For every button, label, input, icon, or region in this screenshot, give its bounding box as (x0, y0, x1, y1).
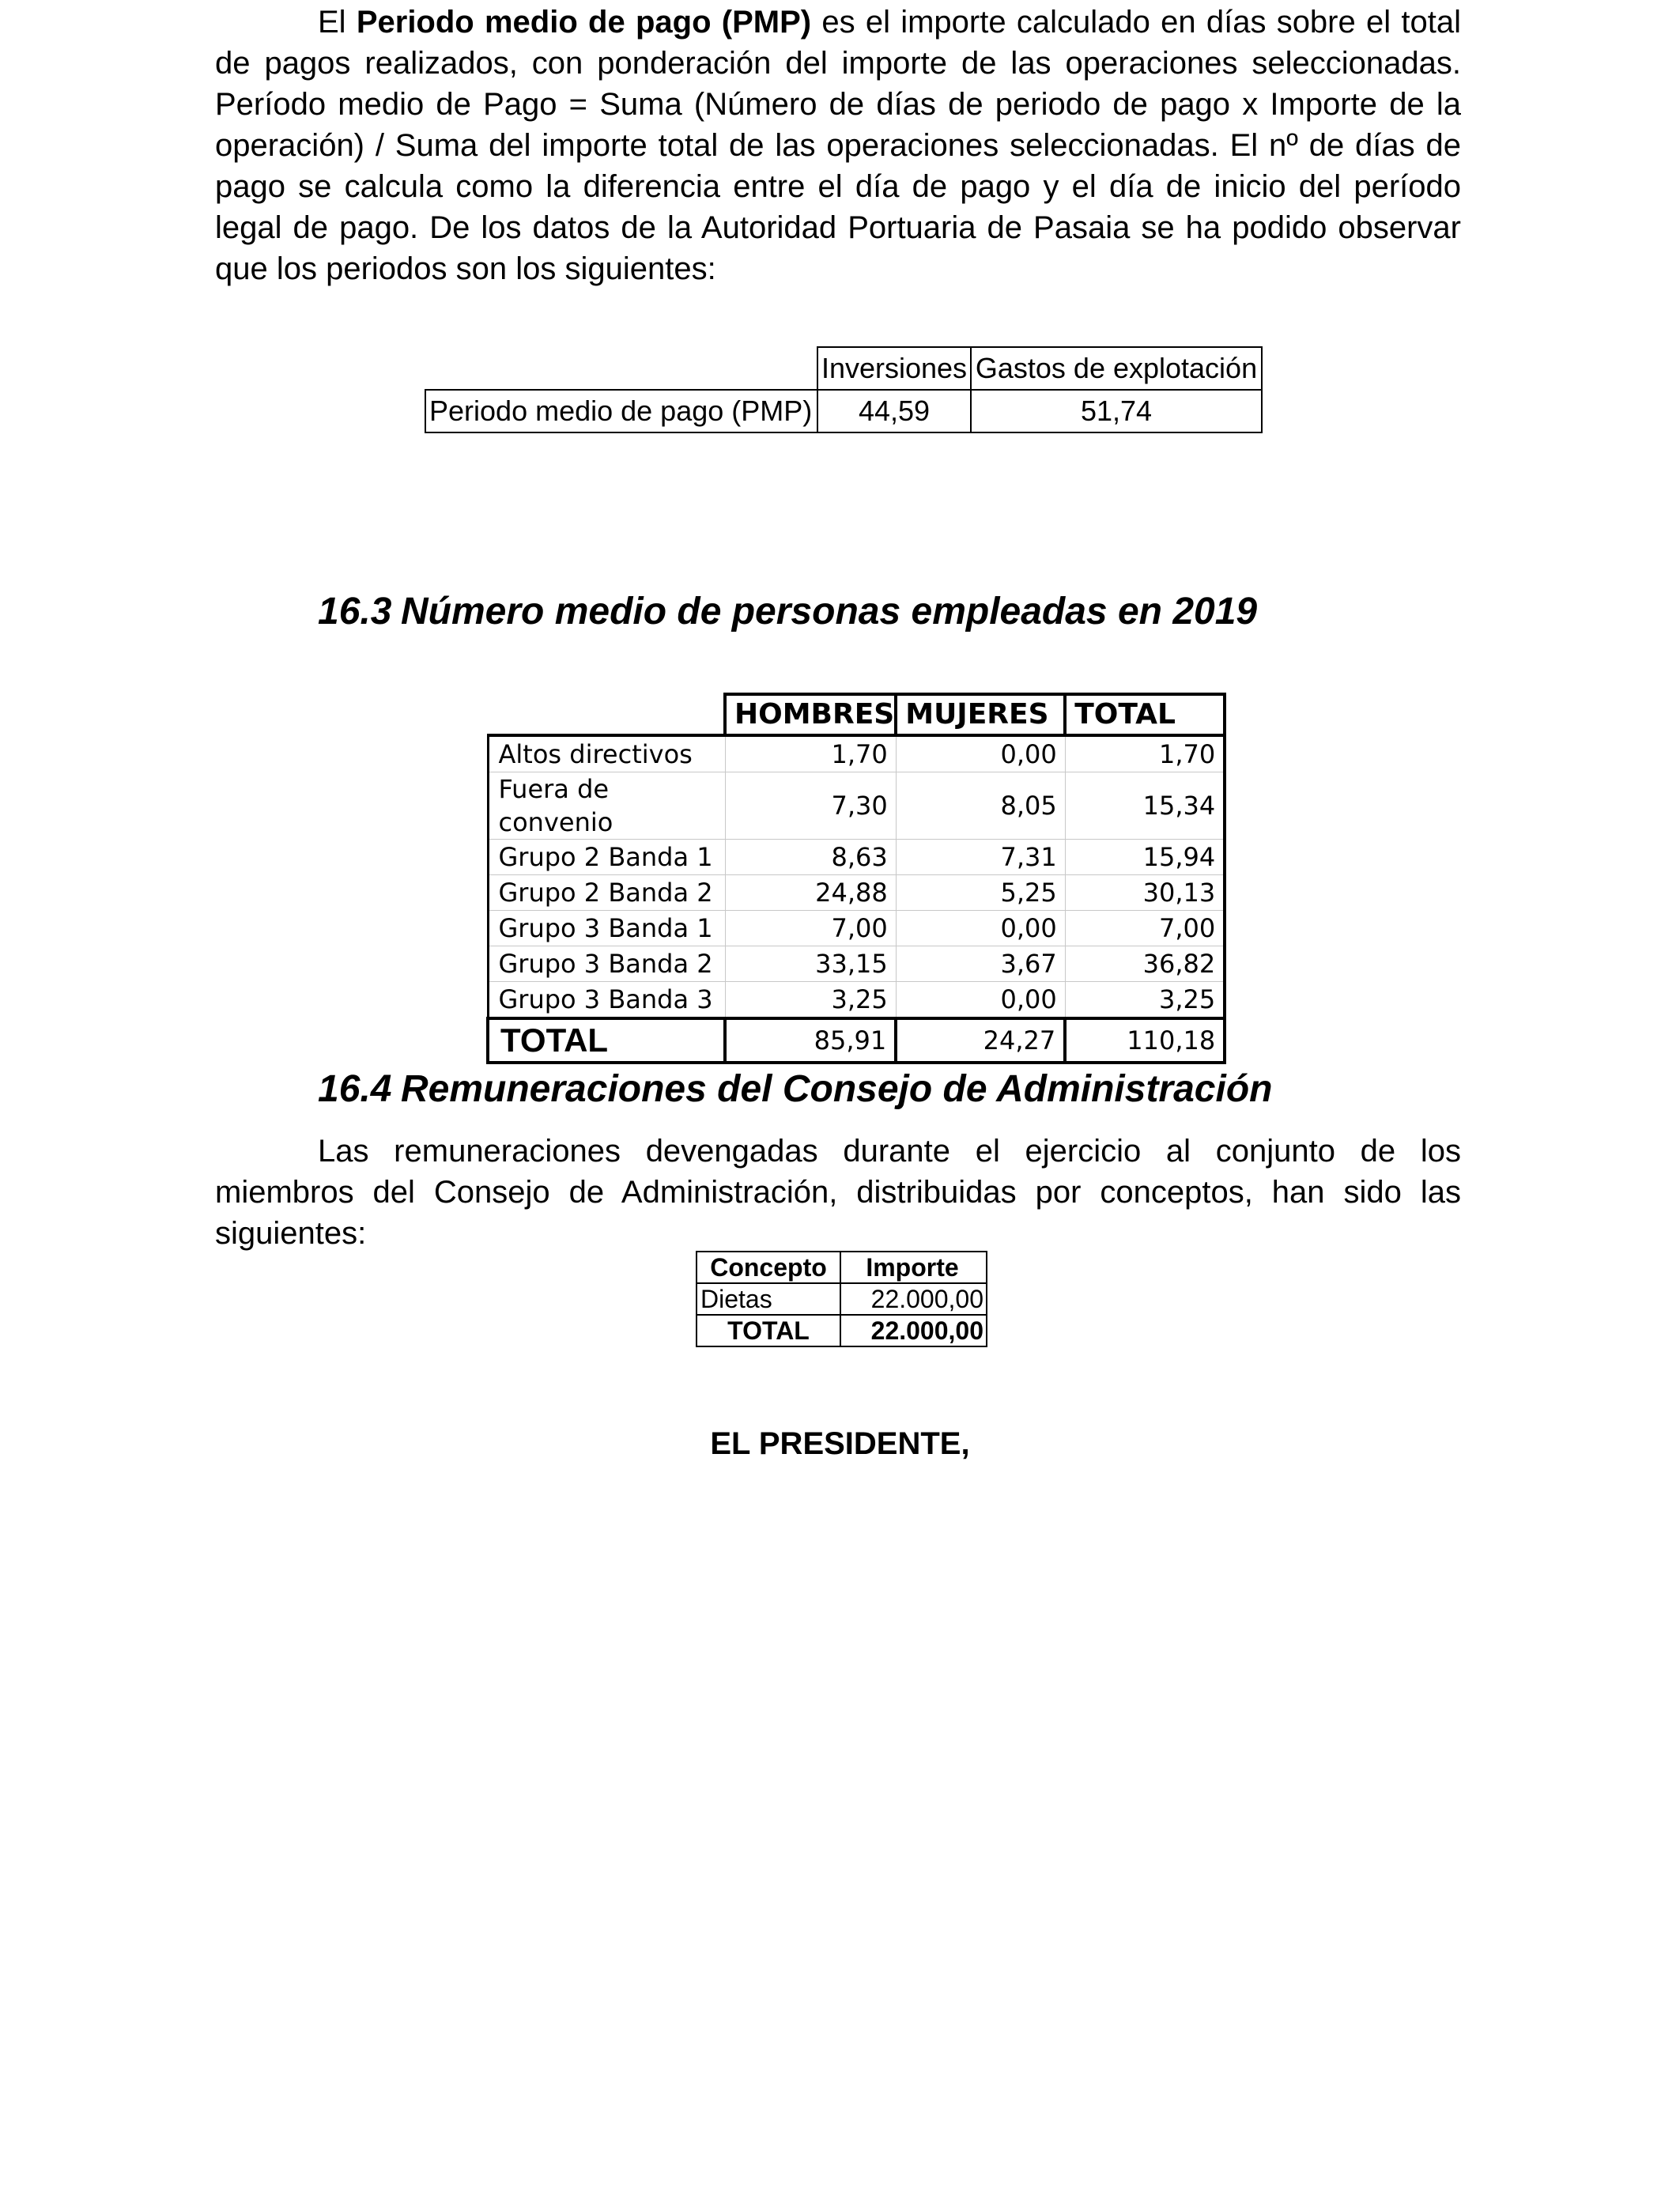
row-label: Altos directivos (488, 735, 725, 772)
total-total: 110,18 (1065, 1018, 1225, 1063)
cell-total: 3,25 (1065, 982, 1225, 1019)
rem-header-importe: Importe (840, 1252, 987, 1283)
total-label: TOTAL (488, 1018, 725, 1063)
total-hombres: 85,91 (725, 1018, 896, 1063)
staff-total-row (488, 1018, 1225, 1063)
section-number: 16.3 (318, 591, 392, 633)
table-row (488, 946, 1225, 982)
cell-mujeres: 0,00 (896, 982, 1065, 1019)
cell-hombres: 7,00 (725, 911, 896, 946)
cell-mujeres: 0,00 (896, 911, 1065, 946)
rem-importe: 22.000,00 (840, 1283, 987, 1315)
remuneration-paragraph (215, 1131, 1461, 1254)
cell-hombres: 33,15 (725, 946, 896, 982)
pmp-value-inversiones: 44,59 (817, 390, 971, 432)
cell-total: 15,94 (1065, 840, 1225, 875)
section-16-3-heading (318, 588, 1257, 636)
rem-total-row (697, 1315, 987, 1346)
rem-header-concepto: Concepto (697, 1252, 840, 1283)
cell-hombres: 7,30 (725, 772, 896, 840)
table-row (488, 875, 1225, 911)
pmp-header-row (425, 347, 1262, 390)
signature-line: EL PRESIDENTE, (710, 1426, 970, 1461)
row-label: Grupo 3 Banda 3 (488, 982, 725, 1019)
row-label: Grupo 2 Banda 1 (488, 840, 725, 875)
row-label: Grupo 2 Banda 2 (488, 875, 725, 911)
section-number: 16.4 (318, 1068, 392, 1110)
pmp-row-label: Periodo medio de pago (PMP) (425, 390, 817, 432)
remuneration-text: Las remuneraciones devengadas durante el ejercicio al conjunto de los miembros del Consejo de Administración, distribuidas por conceptos, han sido las siguientes: (215, 1134, 1461, 1251)
staff-header-row (488, 694, 1225, 735)
section-16-4-heading (318, 1066, 1272, 1113)
row-label: Fuera de convenio (488, 772, 725, 840)
rem-concepto: Dietas (697, 1283, 840, 1315)
cell-total: 36,82 (1065, 946, 1225, 982)
pmp-header-inversiones: Inversiones (817, 347, 971, 390)
staff-table (486, 693, 1226, 1064)
rem-header-row (697, 1252, 987, 1283)
intro-bold-term: Periodo medio de pago (PMP) (356, 5, 812, 40)
staff-header-total: TOTAL (1065, 694, 1225, 735)
cell-mujeres: 3,67 (896, 946, 1065, 982)
table-row (488, 772, 1225, 840)
staff-header-hombres: HOMBRES (725, 694, 896, 735)
staff-header-mujeres: MUJERES (896, 694, 1065, 735)
section-title: Remuneraciones del Consejo de Administración (401, 1068, 1273, 1110)
cell-mujeres: 7,31 (896, 840, 1065, 875)
rem-total-label: TOTAL (697, 1315, 840, 1346)
pmp-data-row (425, 390, 1262, 432)
rem-total-importe: 22.000,00 (840, 1315, 987, 1346)
cell-hombres: 1,70 (725, 735, 896, 772)
section-title: Número medio de personas empleadas en 2019 (401, 591, 1258, 633)
cell-total: 1,70 (1065, 735, 1225, 772)
table-row (488, 911, 1225, 946)
cell-mujeres: 8,05 (896, 772, 1065, 840)
table-row (488, 840, 1225, 875)
row-label: Grupo 3 Banda 1 (488, 911, 725, 946)
cell-hombres: 24,88 (725, 875, 896, 911)
cell-mujeres: 0,00 (896, 735, 1065, 772)
total-mujeres: 24,27 (896, 1018, 1065, 1063)
cell-mujeres: 5,25 (896, 875, 1065, 911)
remuneration-table (696, 1251, 987, 1347)
table-row (488, 735, 1225, 772)
intro-prefix: El (318, 5, 357, 40)
table-row (697, 1283, 987, 1315)
intro-text: es el importe calculado en días sobre el total de pagos realizados, con ponderación del importe de las operaciones seleccionadas. Período medio de Pago = Suma (Número de días de periodo de pago x Importe de la operación) / Suma del importe total de las operaciones seleccionadas. El nº de días de pago se calcula como la diferencia entre el día de pago y el día de inicio del período legal de pago. De los datos de la Autoridad Portuaria de Pasaia se ha podido observar que los periodos son los siguientes: (215, 5, 1461, 286)
cell-hombres: 3,25 (725, 982, 896, 1019)
cell-total: 30,13 (1065, 875, 1225, 911)
cell-total: 7,00 (1065, 911, 1225, 946)
table-row (488, 982, 1225, 1019)
pmp-table (425, 346, 1263, 433)
cell-total: 15,34 (1065, 772, 1225, 840)
cell-hombres: 8,63 (725, 840, 896, 875)
row-label: Grupo 3 Banda 2 (488, 946, 725, 982)
pmp-value-gastos: 51,74 (971, 390, 1262, 432)
pmp-header-gastos: Gastos de explotación (971, 347, 1262, 390)
intro-paragraph (215, 2, 1461, 289)
